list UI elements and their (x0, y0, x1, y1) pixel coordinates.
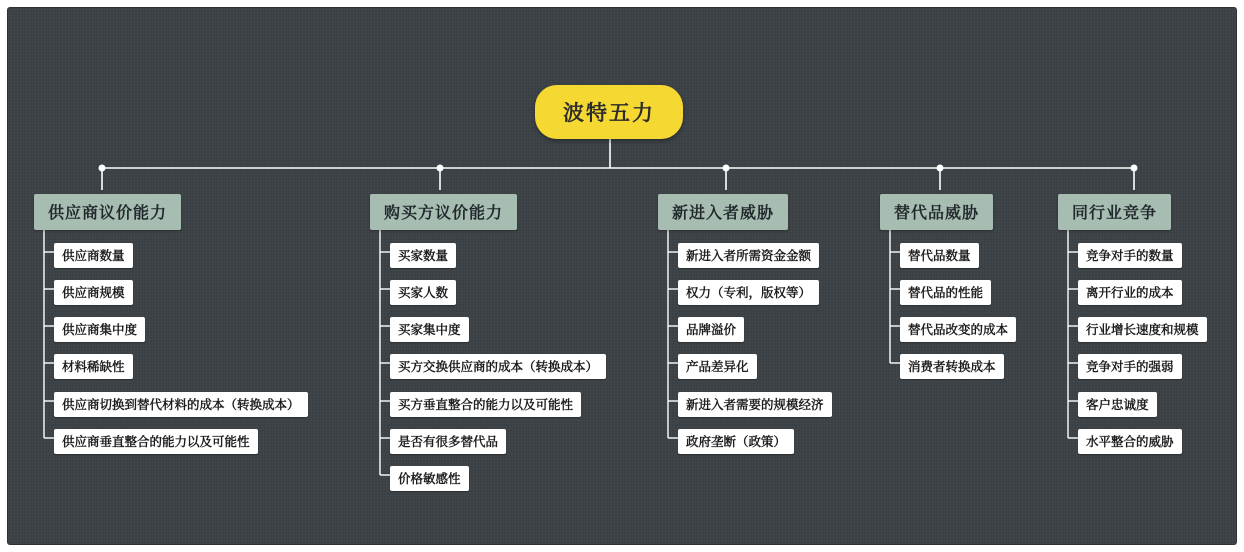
branch-node-industry-rivalry[interactable]: 同行业竞争 (1058, 194, 1171, 230)
list-item[interactable]: 买方交换供应商的成本（转换成本） (390, 354, 606, 379)
list-item[interactable]: 买家集中度 (390, 317, 469, 342)
list-item[interactable]: 是否有很多替代品 (390, 429, 506, 454)
list-item[interactable]: 产品差异化 (678, 354, 757, 379)
list-item[interactable]: 替代品数量 (900, 243, 979, 268)
root-node[interactable]: 波特五力 (535, 85, 683, 139)
list-item[interactable]: 新进入者需要的规模经济 (678, 392, 832, 417)
list-item[interactable]: 竞争对手的强弱 (1078, 354, 1182, 379)
list-item[interactable]: 买家人数 (390, 280, 456, 305)
list-item[interactable]: 买家数量 (390, 243, 456, 268)
list-item[interactable]: 供应商切换到替代材料的成本（转换成本） (54, 392, 308, 417)
list-item[interactable]: 客户忠诚度 (1078, 392, 1157, 417)
list-item[interactable]: 供应商数量 (54, 243, 133, 268)
list-item[interactable]: 价格敏感性 (390, 466, 469, 491)
list-item[interactable]: 行业增长速度和规模 (1078, 317, 1207, 342)
list-item[interactable]: 替代品改变的成本 (900, 317, 1016, 342)
list-item[interactable]: 买方垂直整合的能力以及可能性 (390, 392, 581, 417)
list-item[interactable]: 新进入者所需资金金额 (678, 243, 819, 268)
branch-node-supplier-bargaining-power[interactable]: 供应商议价能力 (34, 194, 181, 230)
list-item[interactable]: 供应商垂直整合的能力以及可能性 (54, 429, 258, 454)
list-item[interactable]: 供应商集中度 (54, 317, 145, 342)
branch-node-threat-of-new-entrants[interactable]: 新进入者威胁 (658, 194, 788, 230)
list-item[interactable]: 离开行业的成本 (1078, 280, 1182, 305)
list-item[interactable]: 品牌溢价 (678, 317, 744, 342)
list-item[interactable]: 水平整合的威胁 (1078, 429, 1182, 454)
list-item[interactable]: 替代品的性能 (900, 280, 991, 305)
list-item[interactable]: 权力（专利，版权等） (678, 280, 819, 305)
list-item[interactable]: 材料稀缺性 (54, 354, 133, 379)
branch-node-threat-of-substitutes[interactable]: 替代品威胁 (880, 194, 993, 230)
mindmap-board (8, 8, 1236, 544)
list-item[interactable]: 消费者转换成本 (900, 354, 1004, 379)
branch-node-buyer-bargaining-power[interactable]: 购买方议价能力 (370, 194, 517, 230)
list-item[interactable]: 政府垄断（政策） (678, 429, 794, 454)
list-item[interactable]: 供应商规模 (54, 280, 133, 305)
list-item[interactable]: 竞争对手的数量 (1078, 243, 1182, 268)
